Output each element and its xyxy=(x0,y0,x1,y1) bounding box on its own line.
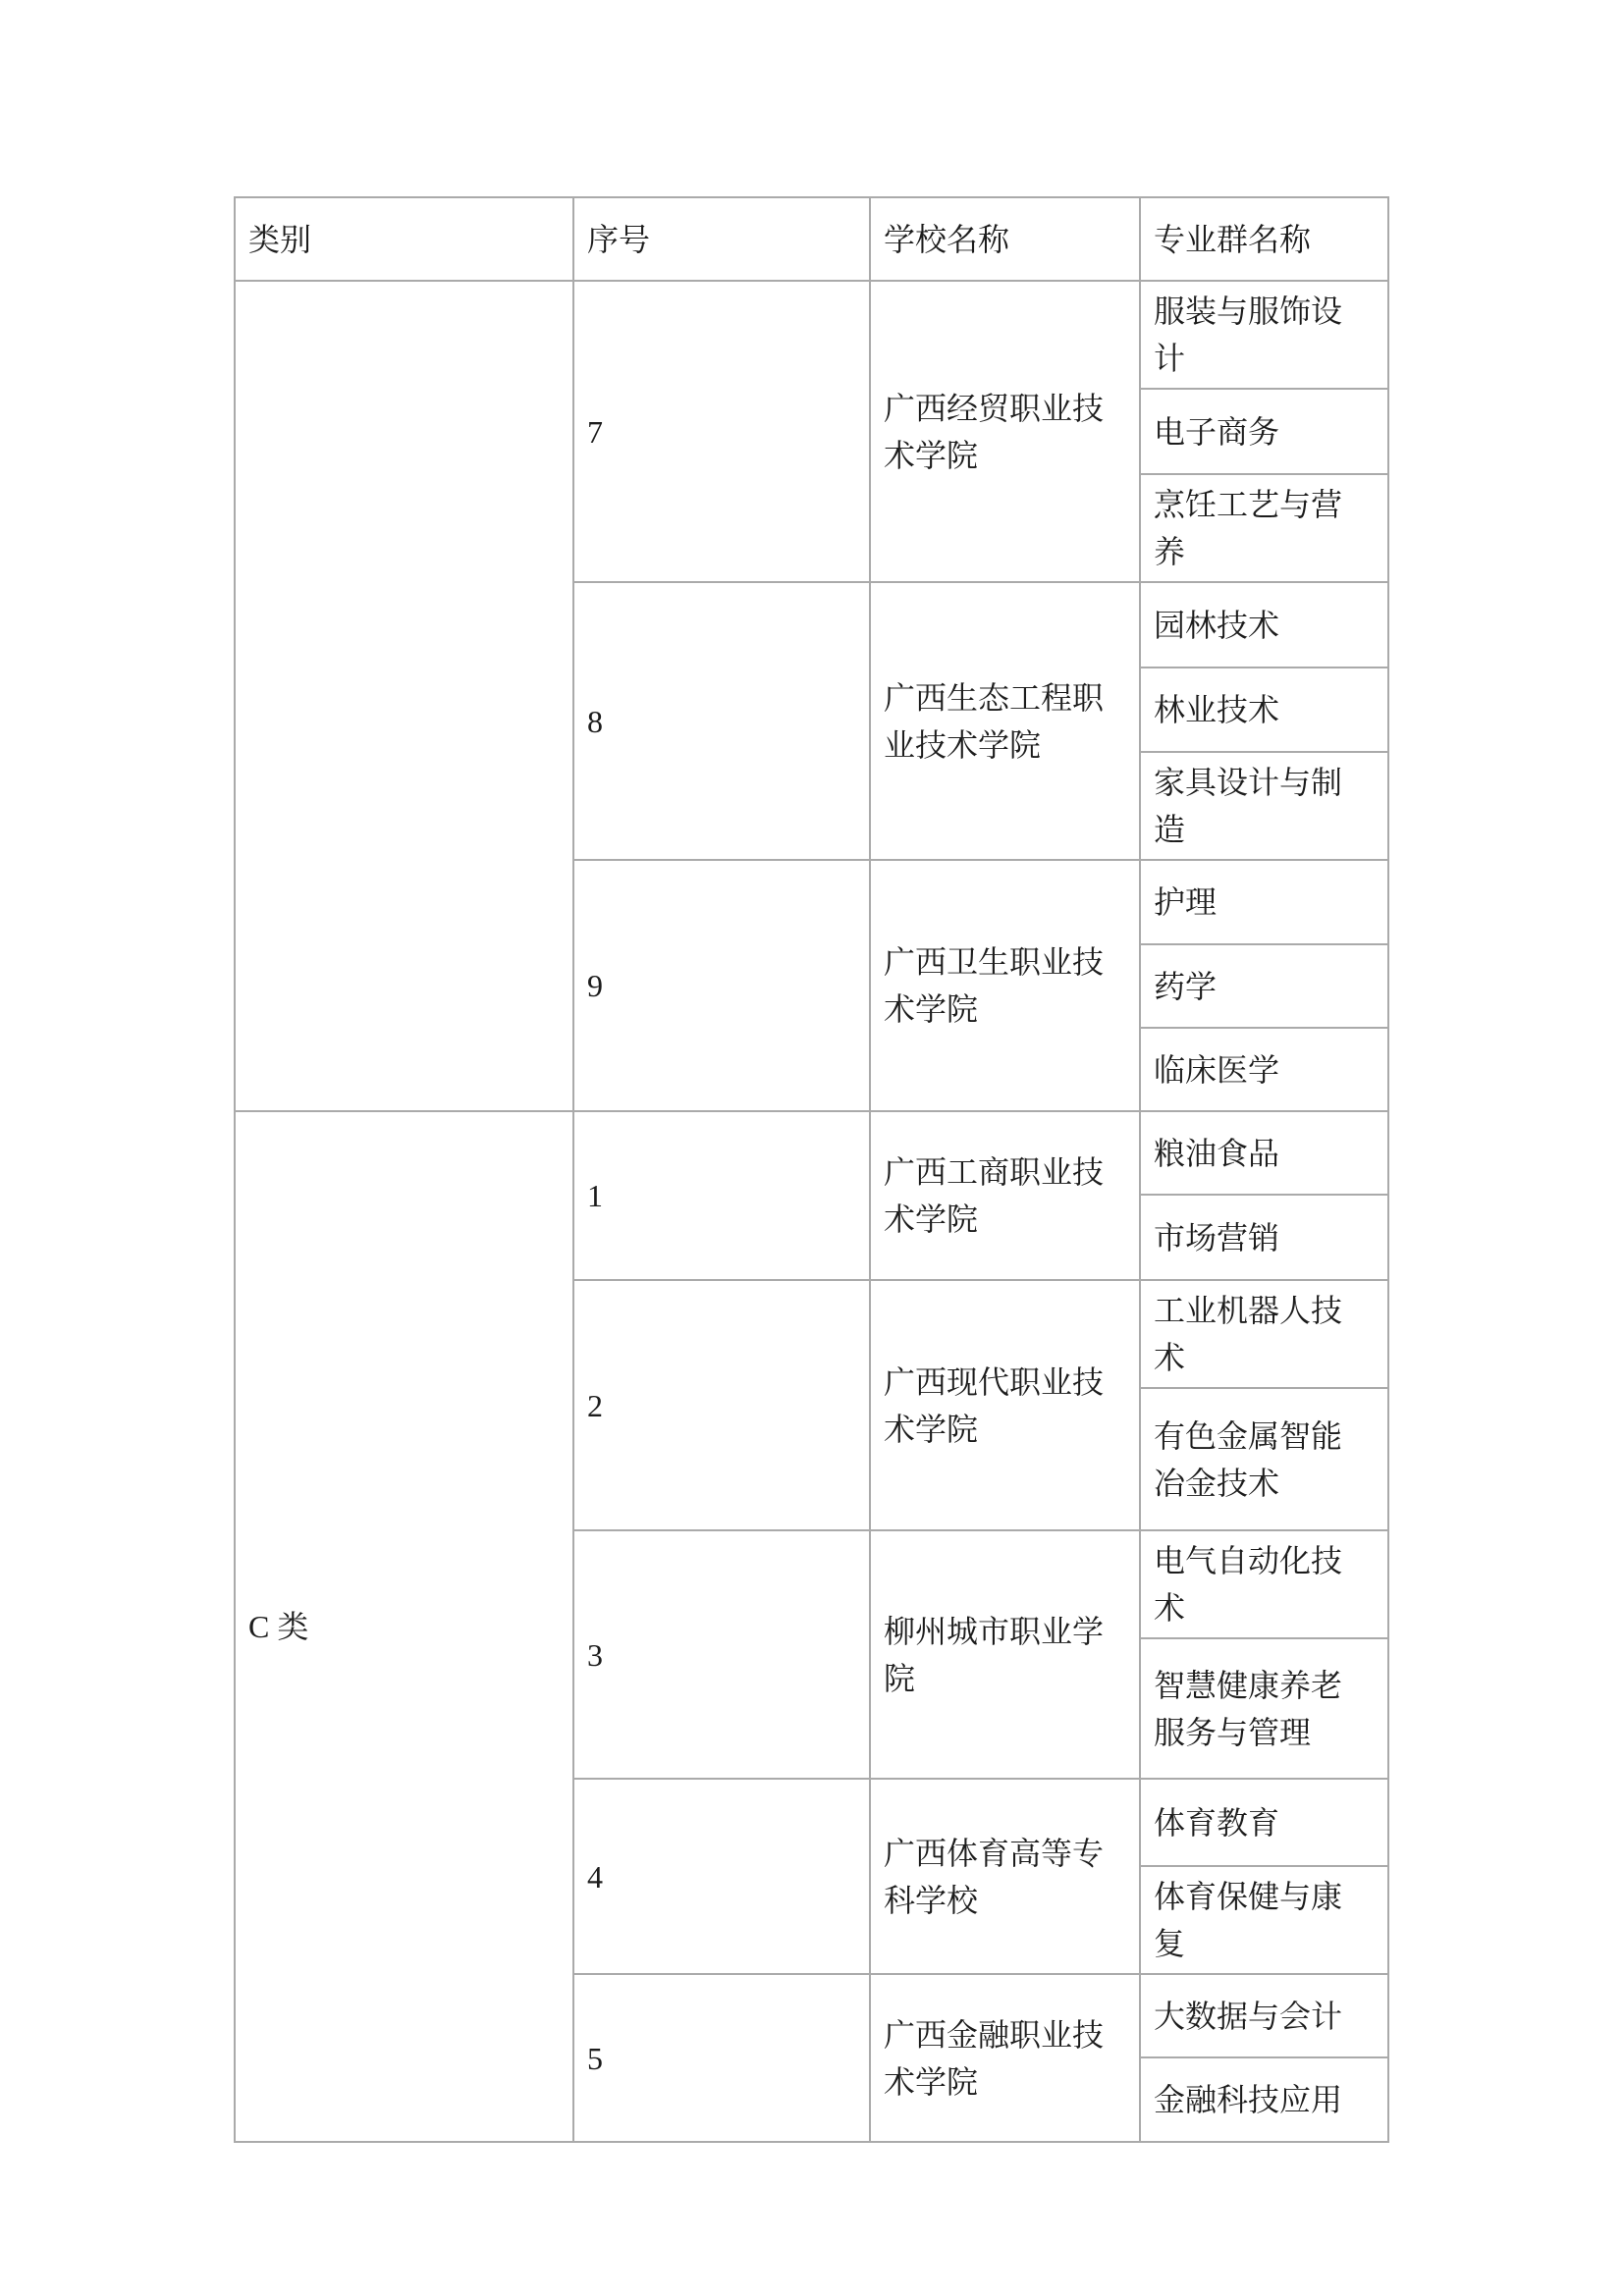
major-cell: 园林技术 xyxy=(1140,582,1388,667)
major-cell: 家具设计与制造 xyxy=(1140,752,1388,860)
table-row xyxy=(235,281,1388,389)
major-cell: 电气自动化技术 xyxy=(1140,1530,1388,1638)
header-major-group: 专业群名称 xyxy=(1140,197,1388,281)
school-name-cell: 柳州城市职业学院 xyxy=(870,1530,1140,1779)
school-name-cell: 广西现代职业技术学院 xyxy=(870,1280,1140,1530)
category-cell: C 类 xyxy=(235,1111,573,2142)
header-category: 类别 xyxy=(235,197,573,281)
table-header-row xyxy=(235,197,1388,281)
table-row xyxy=(235,1111,1388,1195)
major-cell: 市场营销 xyxy=(1140,1195,1388,1280)
school-name-cell: 广西体育高等专科学校 xyxy=(870,1779,1140,1974)
school-name-cell: 广西卫生职业技术学院 xyxy=(870,860,1140,1111)
major-cell: 有色金属智能冶金技术 xyxy=(1140,1388,1388,1530)
major-cell: 体育教育 xyxy=(1140,1779,1388,1866)
major-cell: 工业机器人技术 xyxy=(1140,1280,1388,1388)
row-number-cell: 2 xyxy=(573,1280,870,1530)
row-number-cell: 1 xyxy=(573,1111,870,1280)
row-number-cell: 7 xyxy=(573,281,870,582)
header-school-name: 学校名称 xyxy=(870,197,1140,281)
category-cell xyxy=(235,281,573,1111)
major-cell: 临床医学 xyxy=(1140,1028,1388,1111)
row-number-cell: 4 xyxy=(573,1779,870,1974)
header-number: 序号 xyxy=(573,197,870,281)
college-major-table xyxy=(234,196,1389,2143)
school-name-cell: 广西生态工程职业技术学院 xyxy=(870,582,1140,860)
major-cell: 金融科技应用 xyxy=(1140,2057,1388,2142)
major-cell: 药学 xyxy=(1140,944,1388,1028)
row-number-cell: 8 xyxy=(573,582,870,860)
major-cell: 体育保健与康复 xyxy=(1140,1866,1388,1974)
school-name-cell: 广西金融职业技术学院 xyxy=(870,1974,1140,2142)
row-number-cell: 9 xyxy=(573,860,870,1111)
major-cell: 电子商务 xyxy=(1140,389,1388,474)
row-number-cell: 5 xyxy=(573,1974,870,2142)
major-cell: 烹饪工艺与营养 xyxy=(1140,474,1388,582)
major-cell: 服装与服饰设计 xyxy=(1140,281,1388,389)
major-cell: 大数据与会计 xyxy=(1140,1974,1388,2057)
school-name-cell: 广西经贸职业技术学院 xyxy=(870,281,1140,582)
school-name-cell: 广西工商职业技术学院 xyxy=(870,1111,1140,1280)
row-number-cell: 3 xyxy=(573,1530,870,1779)
major-cell: 智慧健康养老服务与管理 xyxy=(1140,1638,1388,1779)
major-cell: 护理 xyxy=(1140,860,1388,944)
major-cell: 林业技术 xyxy=(1140,667,1388,752)
major-cell: 粮油食品 xyxy=(1140,1111,1388,1195)
